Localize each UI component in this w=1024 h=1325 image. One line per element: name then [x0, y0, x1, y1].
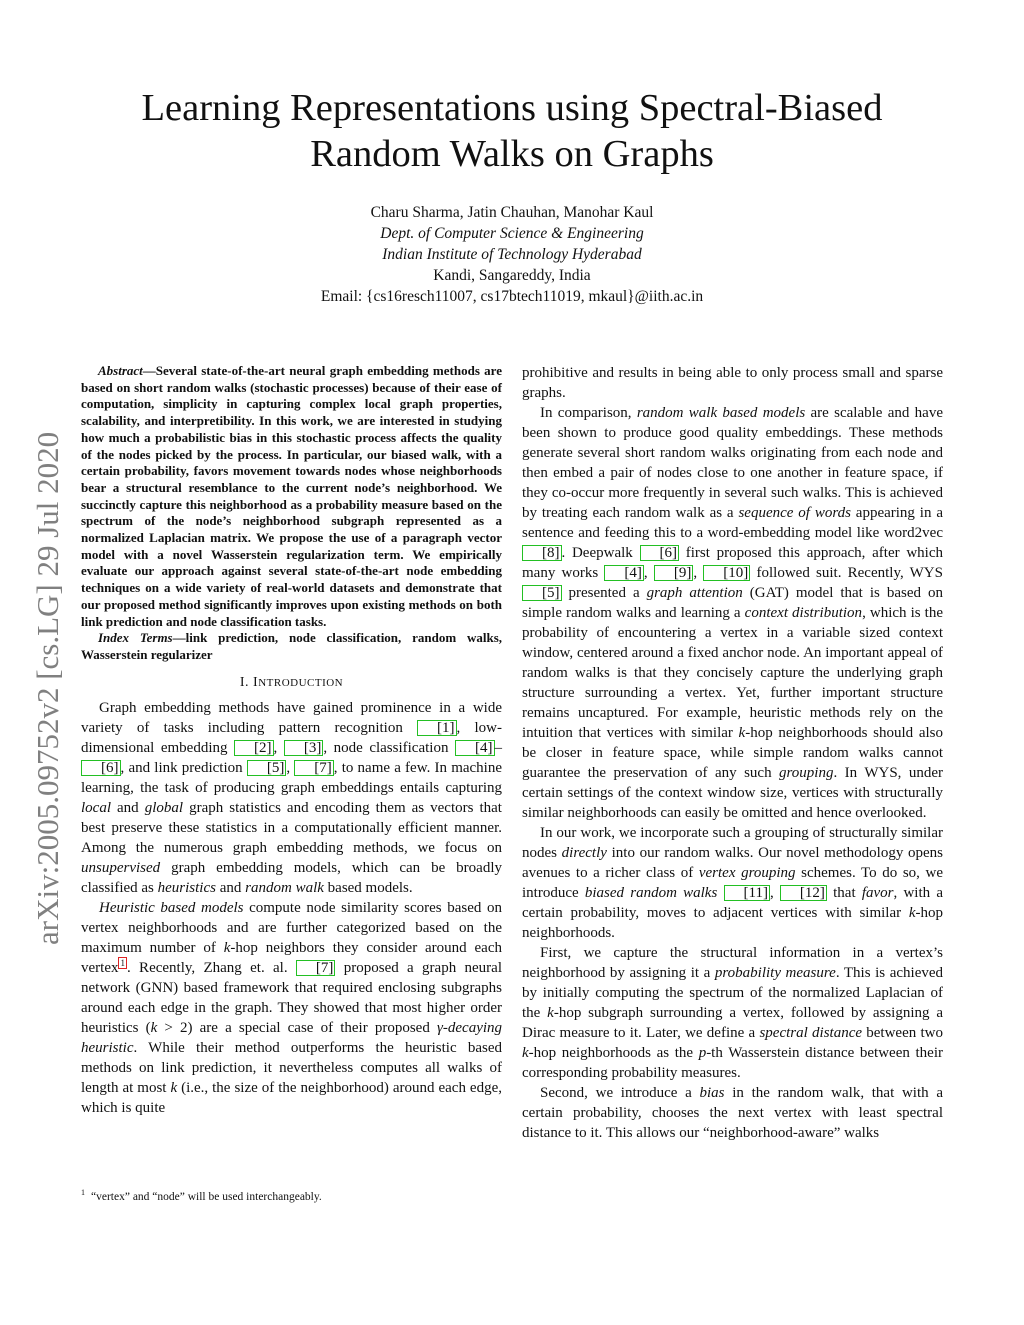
- citation-link[interactable]: [5]: [247, 760, 287, 776]
- footnote-number: 1: [81, 1188, 85, 1197]
- intro-paragraph-3: In comparison, random walk based models are scalable and have been shown to produce good quality embeddings. These methods generate several short random walks originating from each node and then embed a pair of nodes close to one another in feature space, if they co-occur more frequently in several such walks. This is achieved by treating each random walk as a sequence of words appearing in a sentence and feeding this to a word-embedding model like word2vec [8] . Deepwalk [6] first proposed this approach, after which many works [4] , [9] , [10] followed suit. Recently, WYS [5] presented a graph attention (GAT) model that is based on simple random walks and learning a context distribution, which is the probability of encountering a vertex in a variable sized context window, centered around a fixed anchor node. An important appeal of random walks is that they concisely capture the underlying graph structure surrounding a vertex. Yet, further important structure remains uncaptured. For example, heuristic methods rely on the intuition that vertices with similar k-hop neighborhoods should also be closer in feature space, while simple random walks cannot guarantee the preservation of any such grouping. In WYS, under certain settings of the context window size, vertices with structurally similar neighborhoods can easily be omitted and hence overlooked.: [522, 405, 944, 821]
- intro-paragraph-2-cont: prohibitive and results in being able to only process small and sparse graphs.: [522, 365, 943, 401]
- intro-paragraph-5: First, we capture the structural information in a vertex’s neighborhood by assigning it a probability measure. This is achieved by initially computing the spectrum of the normalized Laplacian of the k-hop subgraph surrounding a vertex, followed by assigning a Dirac measure to it. Later, we define a spectral distance between two k-hop neighborhoods as the p-th Wasserstein distance between their corresponding probability measures.: [522, 945, 944, 1081]
- citation-link[interactable]: [6]: [640, 545, 680, 561]
- citation-link[interactable]: [7]: [296, 960, 336, 976]
- abstract: [81, 363, 502, 630]
- citation-link[interactable]: [1]: [417, 720, 457, 736]
- arxiv-identifier: arXiv:2005.09752v2 [cs.LG] 29 Jul 2020: [30, 431, 65, 945]
- citation-link[interactable]: [2]: [234, 740, 274, 756]
- intro-paragraph-1: Graph embedding methods have gained prominence in a wide variety of tasks including pattern recognition [1] , low-dimensional embedding [2] , [3] , node classification [4] –[6] , and link prediction [5] , [7] , to name a few. In machine learning, the task of producing graph embeddings entails capturing local and global graph statistics and encoding them as vectors that best preserve these statistics in a computationally efficient manner. Among the numerous graph embedding methods, we focus on unsupervised graph embedding models, which can be broadly classified as heuristics and random walk based models.: [81, 699, 503, 896]
- index-terms: [81, 630, 502, 663]
- citation-link[interactable]: [10]: [703, 565, 750, 581]
- right-column: [522, 363, 943, 1143]
- citation-link[interactable]: [12]: [780, 885, 827, 901]
- left-column: [81, 363, 502, 1118]
- index-terms-text: —link prediction, node classification, random walks, Wasserstein regularizer: [81, 630, 502, 662]
- intro-paragraph-2: Heuristic based models compute node similarity scores based on vertex neighborhoods and are further categorized based on the maximum number of k-hop neighbors they consider around each vertex $^1$ . Recently, Zhang et. al. [7] proposed a graph neural network (GNN) based framework that required enclosing subgraphs around each edge in the graph. They showed that most higher order heuristics (k > 2) are a special case of their proposed γ-decaying heuristic. While their method outperforms the heuristic based methods on link prediction, it nevertheless computes all walks of length at most k (i.e., the size of the neighborhood) around each edge, which is quite: [81, 899, 503, 1116]
- author-location: Kandi, Sangareddy, India: [433, 267, 591, 284]
- author-email: Email: {cs16resch11007, cs17btech11019, mkaul}@iith.ac.in: [320, 288, 704, 305]
- author-institute: Indian Institute of Technology Hyderabad: [382, 246, 642, 263]
- footnote-link[interactable]: 1: [120, 957, 125, 968]
- citation-link[interactable]: [9]: [654, 565, 694, 581]
- footnote-text: “vertex” and “node” will be used interchangeably.: [91, 1190, 322, 1203]
- abstract-text: —Several state-of-the-art neural graph embedding methods are based on short random walks (stochastic processes) because of their ease of computation, simplicity in capturing complex local graph properties, scalability, and interpretibility. In this work, we are interested in studying how much a probabilistic bias in this stochastic process affects the quality of the nodes picked by the process. In particular, our biased walk, with a certain probability, favors movement towards nodes whose neighborhoods bear a structural resemblance to the current node’s neighborhood. We succinctly capture this neighborhood as a probability measure based on the spectrum of the node’s neighborhood subgraph represented as a normalized Laplacian matrix. We propose the use of a paragraph vector model with a novel Wasserstein regularization term. We empirically evaluate our approach against several state-of-the-art node embedding techniques on a wide variety of real-world datasets and demonstrate that our proposed method significantly improves upon existing methods on both link prediction and node classification tasks.: [81, 363, 502, 629]
- citation-link[interactable]: [4]: [604, 565, 644, 581]
- section-heading-introduction: I. INTRODUCTION: [239, 674, 344, 690]
- citation-link[interactable]: [4]: [455, 740, 495, 756]
- citation-link[interactable]: [6]: [81, 760, 121, 776]
- abstract-label: Abstract: [98, 363, 143, 378]
- title-line-1: Learning Representations using Spectral-Biased: [141, 87, 883, 129]
- author-dept: Dept. of Computer Science & Engineering: [380, 225, 644, 242]
- citation-link[interactable]: [7]: [294, 760, 334, 776]
- author-block: [112, 202, 912, 307]
- citation-link[interactable]: [8]: [522, 545, 562, 561]
- author-names: Charu Sharma, Jatin Chauhan, Manohar Kaul: [370, 204, 654, 221]
- title-line-2: Random Walks on Graphs: [310, 133, 714, 175]
- index-terms-label: Index Terms: [98, 630, 173, 646]
- intro-paragraph-4: In our work, we incorporate such a grouping of structurally similar nodes directly into our random walks. Our novel methodology opens avenues to a richer class of vertex grouping schemes. To do so, we introduce biased random walks [11] , [12] that favor, with a certain probability, moves to adjacent vertices with similar k-hop neighborhoods.: [522, 825, 944, 941]
- citation-link[interactable]: [3]: [284, 740, 324, 756]
- citation-link[interactable]: [5]: [522, 585, 562, 601]
- intro-paragraph-6: Second, we introduce a bias in the random walk, that with a certain probability, chooses the next vertex with least spectral distance to it. This allows our “neighborhood-aware” walks: [522, 1085, 943, 1141]
- footnote: [81, 1186, 502, 1204]
- citation-link[interactable]: [11]: [724, 885, 770, 901]
- paper-title: [80, 85, 944, 177]
